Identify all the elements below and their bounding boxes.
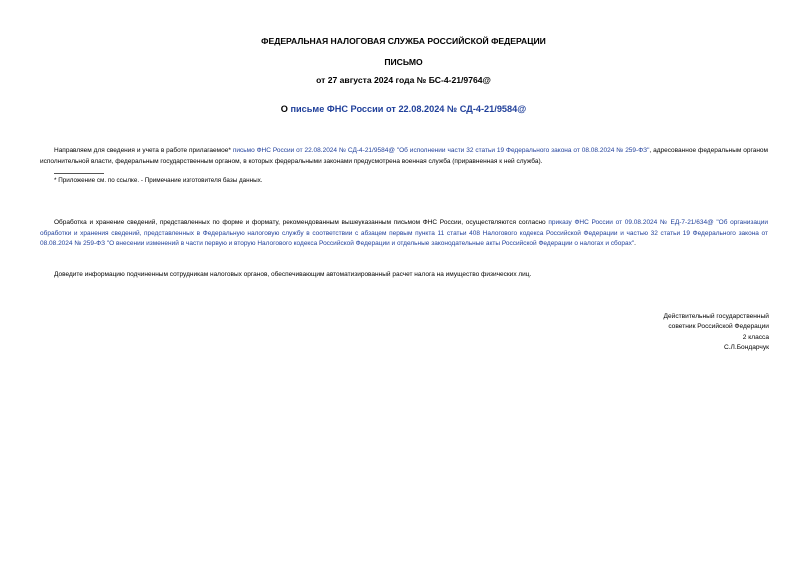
subject-prefix: О bbox=[280, 104, 291, 114]
signature-name: С.Л.Бондарчук bbox=[723, 344, 769, 352]
paragraph-2-text-a: Обработка и хранение сведений, представленных по форме и формату, рекомендованным вышеуказанным письмом ФНС России, осуществляются согласно bbox=[54, 219, 549, 226]
subject-link[interactable]: письме ФНС России от 22.08.2024 № СД-4-21/9584@ bbox=[290, 104, 527, 114]
paragraph-1-text-b: , адресованное федеральным органом исполнительной власти, федеральным государственным органом, в которых федеральными законами предусмотрена военная служба (приравненная к ней служба). bbox=[40, 147, 768, 165]
paragraph-1-text-a: Направляем для сведения и учета в работе прилагаемое* bbox=[54, 147, 233, 154]
doc-type: ПИСЬМО bbox=[384, 57, 423, 67]
signature-line-2: советник Российской Федерации bbox=[668, 323, 769, 331]
signature-line-3: 2 класса bbox=[742, 333, 769, 341]
footnote: * Приложение см. по ссылке. - Примечание изготовителя базы данных. bbox=[54, 177, 263, 184]
paragraph-1 bbox=[40, 146, 768, 167]
paragraph-1-link[interactable]: письмо ФНС России от 22.08.2024 № СД-4-21/9584@ "Об исполнении части 32 статьи 19 Федерального закона от 08.08.2024 № 259-ФЗ" bbox=[232, 147, 650, 154]
signature-line-1: Действительный государственный bbox=[663, 313, 769, 320]
agency-title: ФЕДЕРАЛЬНАЯ НАЛОГОВАЯ СЛУЖБА РОССИЙСКОЙ ФЕДЕРАЦИИ bbox=[261, 36, 546, 46]
signature-block bbox=[664, 312, 770, 354]
paragraph-2-text-b: . bbox=[634, 240, 636, 247]
paragraph-3: Доведите информацию подчиненным сотрудникам налоговых органов, обеспечивающим автоматизированный расчет налога на имущество физических лиц. bbox=[54, 271, 532, 278]
doc-date-number: от 27 августа 2024 года № БС-4-21/9764@ bbox=[316, 75, 491, 85]
footnote-divider bbox=[54, 173, 104, 174]
paragraph-2-link[interactable]: приказу ФНС России от 09.08.2024 № ЕД-7-21/634@ "Об организации обработки и хранения сведений, представленных в Федеральную налоговую службу в соответствии с абзацем первым пункта 11 статьи 408 Налогового кодекса Российской Федерации и частью 32 статьи 19 Федерального закона от 08.08.2024 № 259-ФЗ "О внесении изменений в части первую и вторую Налогового кодекса Российской Федерации и отдельные законодательные акты Российской Федерации о налогах и сборах" bbox=[40, 219, 768, 247]
subject-line bbox=[0, 104, 807, 114]
paragraph-2 bbox=[40, 218, 768, 250]
